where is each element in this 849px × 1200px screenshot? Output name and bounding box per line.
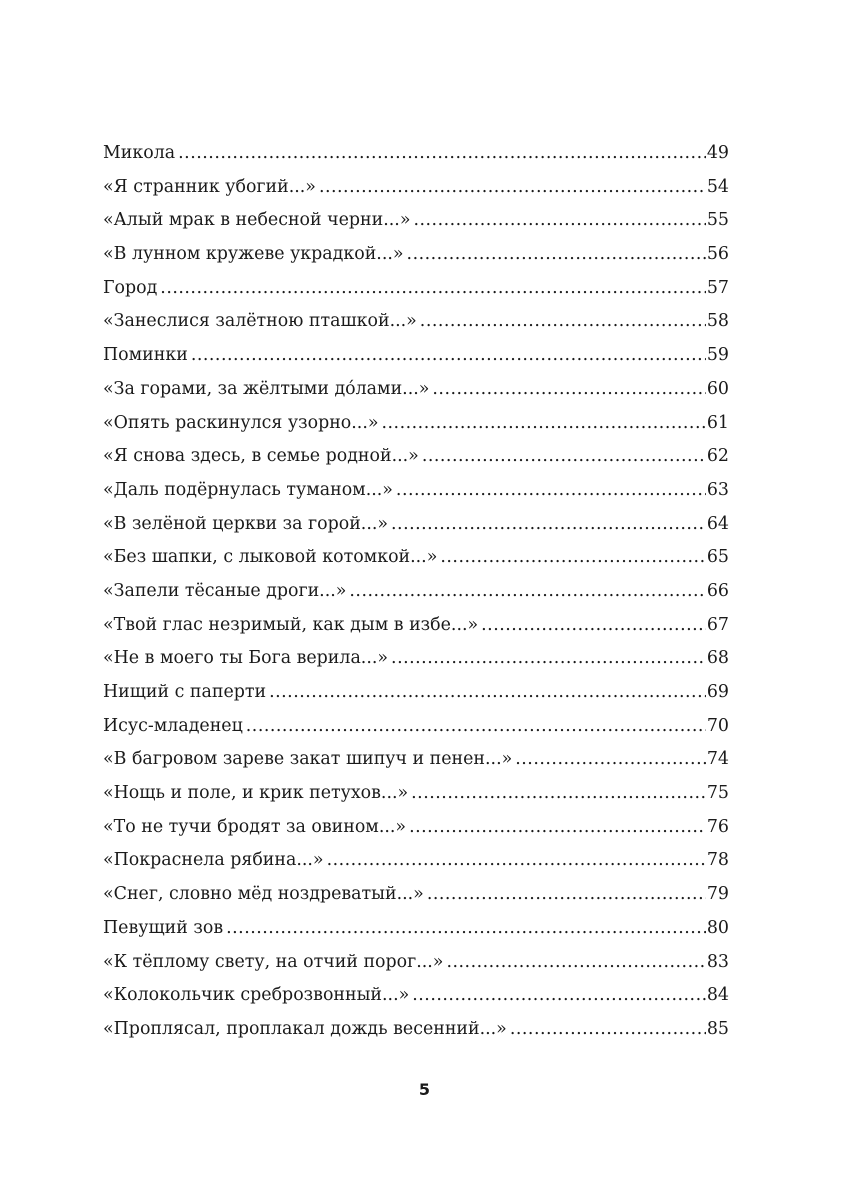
toc-entry (103, 743, 729, 777)
toc-dot-leader (319, 171, 706, 205)
toc-entry-title: «Снег, словно мёд ноздреватый...» (103, 884, 424, 905)
toc-dot-leader (269, 676, 706, 710)
toc-entry-page: 85 (706, 1018, 729, 1039)
toc-entry (103, 676, 729, 710)
toc-dot-leader (382, 407, 706, 441)
toc-entry-title: «Нощь и поле, и крик петухов...» (103, 783, 409, 804)
toc-entry-title: «Опять раскинулся узорно...» (103, 412, 379, 433)
toc-entry-page: 68 (706, 648, 729, 669)
toc-entry-title: «То не тучи бродят за овином...» (103, 816, 407, 837)
toc-dot-leader (327, 844, 706, 878)
toc-dot-leader (226, 912, 706, 946)
toc-entry-page: 60 (706, 378, 729, 399)
toc-entry-title: «Алый мрак в небесной черни...» (103, 210, 411, 231)
toc-entry-title: Исус-младенец (103, 715, 243, 736)
toc-dot-leader (396, 474, 706, 508)
toc-entry (103, 575, 729, 609)
toc-entry-title: «Проплясал, проплакал дождь весенний...» (103, 1018, 507, 1039)
toc-dot-leader (391, 642, 706, 676)
toc-entry (103, 407, 729, 441)
toc-entry-page: 83 (706, 951, 729, 972)
toc-entry-page: 61 (706, 412, 729, 433)
toc-entry (103, 844, 729, 878)
toc-dot-leader (432, 373, 705, 407)
toc-entry-title: «Я снова здесь, в семье родной...» (103, 446, 419, 467)
toc-entry (103, 541, 729, 575)
toc-entry-title: «Занеслися залётною пташкой...» (103, 311, 417, 332)
toc-entry-title: «Запели тёсаные дроги...» (103, 580, 347, 601)
toc-entry (103, 946, 729, 980)
toc-entry-page: 63 (706, 479, 729, 500)
toc-entry (103, 878, 729, 912)
toc-entry-page: 74 (706, 749, 729, 770)
toc-entry (103, 642, 729, 676)
toc-dot-leader (481, 609, 706, 643)
toc-entry (103, 238, 729, 272)
toc-dot-leader (515, 743, 706, 777)
toc-dot-leader (411, 777, 706, 811)
toc-dot-leader (420, 305, 706, 339)
toc-dot-leader (391, 508, 706, 542)
toc-entry-page: 62 (706, 446, 729, 467)
toc-entry (103, 1013, 729, 1047)
toc-entry-page: 54 (706, 176, 729, 197)
toc-dot-leader (427, 878, 706, 912)
toc-entry-title: «Даль подёрнулась туманом...» (103, 479, 393, 500)
toc-dot-leader (422, 440, 706, 474)
toc-entry (103, 272, 729, 306)
toc-entry-page: 76 (706, 816, 729, 837)
toc-entry-page: 55 (706, 210, 729, 231)
toc-entry-title: «Покраснела рябина...» (103, 850, 324, 871)
toc-dot-leader (446, 946, 705, 980)
toc-entry (103, 912, 729, 946)
toc-dot-leader (413, 204, 705, 238)
toc-entry (103, 440, 729, 474)
toc-dot-leader (440, 541, 706, 575)
toc-entry-title: «В зелёной церкви за горой...» (103, 513, 389, 534)
toc-dot-leader (178, 137, 706, 171)
toc-dot-leader (191, 339, 706, 373)
toc-entry-title: «Я странник убогий...» (103, 176, 316, 197)
toc-dot-leader (510, 1013, 706, 1047)
toc-entry-title: «К тёплому свету, на отчий порог...» (103, 951, 444, 972)
toc-entry-title: Город (103, 277, 158, 298)
toc-entry-page: 80 (706, 917, 729, 938)
toc-entry-page: 65 (706, 547, 729, 568)
toc-entry-title: «В багровом зареве закат шипуч и пенен...» (103, 749, 513, 770)
toc-entry-title: «В лунном кружеве украдкой...» (103, 244, 404, 265)
toc-entry (103, 777, 729, 811)
toc-dot-leader (349, 575, 705, 609)
toc-entry-page: 78 (706, 850, 729, 871)
toc-entry-page: 67 (706, 614, 729, 635)
toc-entry-page: 70 (706, 715, 729, 736)
toc-entry-title: Поминки (103, 345, 188, 366)
toc-entry (103, 474, 729, 508)
toc-entry-title: «За горами, за жёлтыми до́лами...» (103, 378, 430, 399)
page-number: 5 (418, 1080, 431, 1099)
toc-entry-page: 56 (706, 244, 729, 265)
toc-entry-page: 66 (706, 580, 729, 601)
toc-entry (103, 339, 729, 373)
toc-entry (103, 137, 729, 171)
toc-entry-title: Микола (103, 143, 176, 163)
toc-entry-title: «Колокольчик среброзвонный...» (103, 985, 410, 1006)
toc-entry (103, 609, 729, 643)
toc-dot-leader (407, 238, 706, 272)
toc-entry (103, 710, 729, 744)
toc-entry-page: 64 (706, 513, 729, 534)
toc-entry-page: 69 (706, 682, 729, 702)
toc-dot-leader (412, 979, 706, 1013)
toc-entry-page: 59 (706, 345, 729, 366)
toc-entry (103, 373, 729, 407)
toc-entry-page: 58 (706, 311, 729, 332)
toc-entry (103, 979, 729, 1013)
toc-entry (103, 811, 729, 845)
toc-entry-page: 49 (706, 143, 729, 163)
toc-entry (103, 171, 729, 205)
toc-dot-leader (160, 272, 706, 306)
toc-entry-page: 79 (706, 884, 729, 905)
toc-dot-leader (246, 710, 706, 744)
toc-dot-leader (409, 811, 706, 845)
toc-entry-title: «Твой глас незримый, как дым в избе...» (103, 614, 479, 635)
toc-entry-page: 57 (706, 277, 729, 298)
toc-entry-title: «Не в моего ты Бога верила...» (103, 648, 389, 669)
toc-entry-title: «Без шапки, с лыковой котомкой...» (103, 547, 438, 568)
toc-entry-title: Певущий зов (103, 917, 224, 938)
toc-entry (103, 305, 729, 339)
toc-entry-title: Нищий с паперти (103, 682, 267, 702)
toc-entry-page: 84 (706, 985, 729, 1006)
toc-entry (103, 204, 729, 238)
toc-entry (103, 508, 729, 542)
toc-entry-page: 75 (706, 783, 729, 804)
table-of-contents (103, 137, 729, 1047)
